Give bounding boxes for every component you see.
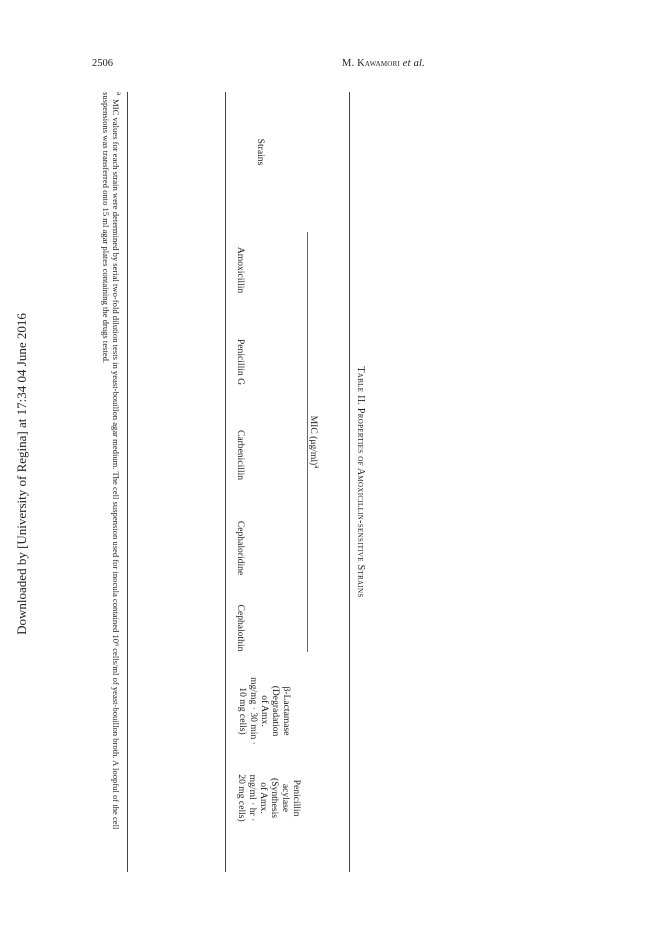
header-acylase-line-3: (Synthesis bbox=[269, 778, 280, 818]
header-penicillin-g: Penicillin G bbox=[235, 338, 246, 386]
table-rule-bottom bbox=[127, 92, 128, 872]
header-strains: Strains bbox=[255, 138, 266, 166]
table-rule-header bbox=[225, 92, 226, 872]
header-acylase-line-2: acylase bbox=[280, 783, 291, 813]
page-number: 2506 bbox=[92, 58, 113, 69]
header-acylase-line-6: 20 mg cells) bbox=[236, 774, 247, 822]
download-note: Downloaded by [University of Regina] at 17:34 04 June 2016 bbox=[14, 313, 29, 635]
header-cephalothin: Cephalothin bbox=[235, 604, 246, 652]
header-acylase-line-4: of Amx. bbox=[258, 782, 269, 814]
running-head-authors: M. Kawamori bbox=[341, 58, 400, 69]
footnote-text: MIC values for each strain were determined by serial two-fold dilution tests in yeast-bouillon agar medium. The cell suspension used for inocula contained 10⁶ cells/ml of yeast-bouillon broth. A loopful of the cell suspensions was transferred onto 15 ml agar plates containing the drugs tested. bbox=[101, 92, 122, 830]
mic-rule bbox=[307, 232, 308, 652]
header-acylase-line-1: Penicillin bbox=[291, 779, 302, 817]
header-lactamase-line-5: 10 mg cells) bbox=[237, 687, 248, 735]
header-lactamase bbox=[237, 670, 292, 752]
header-lactamase-line-1: β-Lactamase bbox=[281, 686, 292, 736]
table-footnote bbox=[101, 92, 124, 872]
header-mic-footnote-mark: a bbox=[313, 465, 321, 469]
header-lactamase-line-2: (Degradation bbox=[270, 685, 281, 737]
header-lactamase-line-4: mg/mg · 30 min · bbox=[248, 677, 259, 745]
header-mic-label: MIC (μg/ml) bbox=[307, 415, 319, 466]
running-head-suffix: et al. bbox=[402, 58, 425, 69]
header-lactamase-line-3: of Amx. bbox=[259, 695, 270, 727]
running-head bbox=[342, 58, 425, 69]
header-carbenicillin: Carbenicillin bbox=[235, 429, 246, 481]
rotated-table bbox=[0, 92, 378, 872]
table-title: Table II. Properties of Amoxicillin-sensitive Strains bbox=[355, 366, 366, 598]
table-rule-top bbox=[349, 92, 350, 872]
header-mic bbox=[308, 232, 322, 652]
header-amoxicillin: Amoxicillin bbox=[235, 246, 246, 294]
header-acylase bbox=[236, 756, 302, 840]
header-acylase-line-5: mg/ml · hr · bbox=[247, 774, 258, 822]
footnote-mark: a bbox=[115, 92, 123, 96]
header-cephaloridine: Cephaloridine bbox=[235, 520, 246, 576]
